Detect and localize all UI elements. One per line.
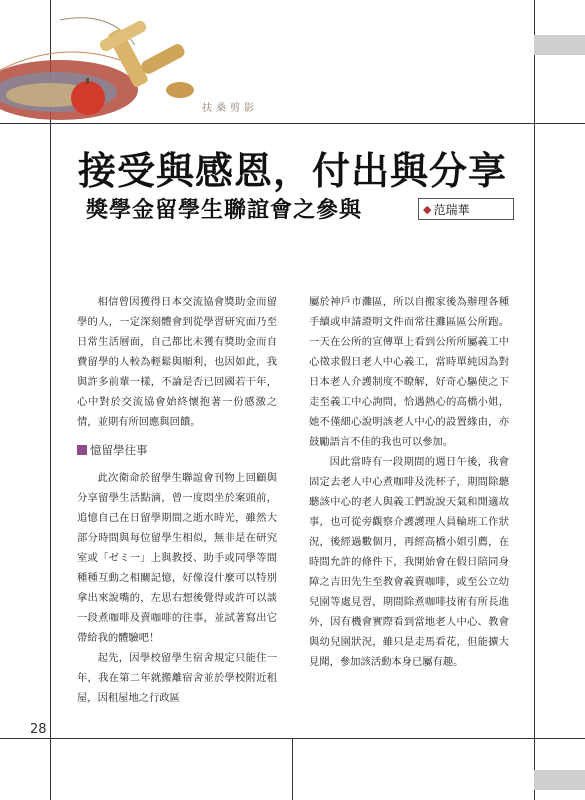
center-vertical-rule bbox=[292, 738, 293, 800]
subheading-text: 憶留學往事 bbox=[90, 443, 148, 457]
top-horizontal-rule bbox=[0, 123, 585, 124]
square-bullet-icon bbox=[77, 445, 87, 455]
upper-gray-bar bbox=[534, 35, 585, 55]
article-title: 接受與感恩，付出與分享 bbox=[78, 148, 508, 193]
section-label: 扶桑剪影 bbox=[202, 103, 258, 114]
diamond-icon: ◆ bbox=[423, 202, 432, 216]
right-text-column bbox=[309, 292, 509, 672]
left-vertical-rule bbox=[50, 0, 51, 800]
paragraph: 此次衛命於留學生聯誼會刊物上回顧與分享留學生活點滴，曾一度悶坐於案頭前，追憶自己在日留學期間之逝水時光，雖然大部分時間與每位留學生相似，無非是在研究室或「ゼミ一」上與教授、助手或同學等間種種互動之相關記憶，好像沒什麼可以特別拿出來說嘴的，左思右想後覺得或許可以談一段煮咖啡及賣咖啡的往事，並試著寫出它帶給我的體驗吧！ bbox=[77, 472, 277, 644]
left-text-column bbox=[77, 292, 277, 708]
paragraph: 因此當時有一段期間的週日午後，我會固定去老人中心煮咖啡及洗杯子，期間除聽聽該中心的老人與義工們說說天氣和閒適故事，也可從旁觀察介護護理人員輪班工作狀況，後經過數個月，再經高橋小姐引薦，在時間允許的條件下，我開始會在假日陪同身障之吉田先生至教會義賣咖啡，或至公立幼兒園等處見習，期間除煮咖啡技術有所長進外，因有機會實際看到當地老人中心、教會與幼兒園狀況，雖只是走馬看花，但能擴大見聞，參加該活動本身已屬有趣。 bbox=[309, 456, 509, 668]
bottom-horizontal-rule bbox=[0, 738, 585, 739]
page-number: 28 bbox=[30, 722, 47, 737]
article-subtitle: 獎學金留學生聯誼會之參與 bbox=[86, 198, 363, 223]
author-name: 范瑞華 bbox=[433, 202, 470, 217]
paragraph: 相信曾因獲得日本交流協會獎助金而留學的人，一定深刻體會到從學習研究面乃至日常生活層面，自己都比未獲有獎助金而自費留學的人較為輕鬆與順利，也因如此，我與許多前輩一樣，不論是否已回國若干年，心中對於交流協會始終懷抱著一份感激之情，並期有所回應與回饋。 bbox=[77, 296, 277, 428]
subheading bbox=[77, 440, 277, 460]
paragraph: 起先，因學校留學生宿舍規定只能住一年，我在第二年就搬離宿舍並於學校附近租屋，因租屋地之行政區 bbox=[77, 652, 277, 704]
kendama-illustration bbox=[0, 0, 210, 120]
lower-gray-bar bbox=[534, 770, 585, 790]
paragraph: 屬於神戶市灘區，所以自搬家後為辦理各種手續或申請證明文件而常往灘區區公所跑。一天在公所的宣傳單上看到公所所屬義工中心徵求假日老人中心義工，當時單純因為對日本老人介護制度不瞭解，好奇心驅使之下走至義工中心詢問，恰遇熱心的高橋小姐，她不僅細心說明該老人中心的設置緣由，亦鼓勵語言不佳的我也可以參加。 bbox=[309, 296, 509, 448]
right-vertical-rule bbox=[534, 0, 535, 800]
author-byline bbox=[418, 198, 514, 220]
